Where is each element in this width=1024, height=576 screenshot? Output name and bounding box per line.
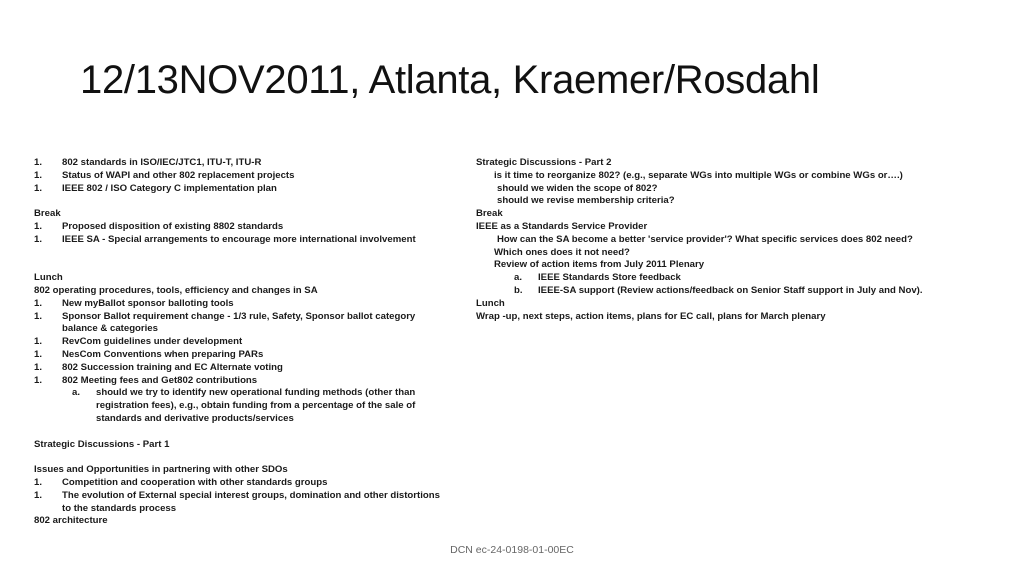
list-item: 1. 802 Meeting fees and Get802 contributions — [34, 374, 258, 386]
list-item: 1. Competition and cooperation with other standards groups — [34, 476, 328, 488]
sub-list-item: a. should we try to identify new operational funding methods (other than registration fees), e.g., obtain funding from a percentage of the sale of standards and derivative products/services — [72, 387, 416, 424]
break-label: Break — [34, 208, 61, 220]
section-heading: Wrap -up, next steps, action items, plans for EC call, plans for March plenary — [476, 310, 826, 322]
list-item: 1. IEEE SA - Special arrangements to encourage more international involvement — [34, 233, 416, 245]
list-item: 1. 802 standards in ISO/IEC/JTC1, ITU-T, ITU-R — [34, 157, 262, 168]
section-heading: Review of action items from July 2011 Plenary — [494, 259, 705, 271]
list-item: 1. NesCom Conventions when preparing PARs — [34, 348, 264, 360]
list-item: 1. Proposed disposition of existing 8802 standards — [34, 220, 284, 232]
list-item: 1. The evolution of External special interest groups, domination and other distortions to the standards process — [34, 489, 440, 514]
discussion-question: should we widen the scope of 802? — [497, 182, 658, 194]
right-column — [476, 157, 936, 323]
section-heading: Strategic Discussions - Part 2 — [476, 157, 612, 168]
slide-title: 12/13NOV2011, Atlanta, Kraemer/Rosdahl — [80, 58, 820, 102]
section-heading: Strategic Discussions - Part 1 — [34, 438, 170, 450]
break-label: Break — [476, 208, 503, 220]
sub-list-item: a. IEEE Standards Store feedback — [514, 272, 681, 284]
footer-dcn: DCN ec-24-0198-01-00EC — [450, 544, 574, 556]
section-heading: IEEE as a Standards Service Provider — [476, 220, 648, 232]
list-item: 1. Sponsor Ballot requirement change - 1/3 rule, Safety, Sponsor ballot category balance & categories — [34, 310, 416, 335]
section-heading: Issues and Opportunities in partnering with other SDOs — [34, 464, 288, 476]
left-column — [34, 157, 444, 528]
discussion-question: should we revise membership criteria? — [497, 195, 675, 207]
list-item: 1. Status of WAPI and other 802 replacement projects — [34, 169, 295, 181]
discussion-question: How can the SA become a better 'service provider'? What specific services does 802 need? Which ones does it not need? — [494, 233, 913, 258]
section-heading: 802 architecture — [34, 515, 108, 527]
list-item: 1. RevCom guidelines under development — [34, 336, 243, 348]
sub-list-item: b. IEEE-SA support (Review actions/feedback on Senior Staff support in July and Nov). — [514, 284, 923, 296]
list-item: 1. IEEE 802 / ISO Category C implementation plan — [34, 182, 277, 194]
lunch-label: Lunch — [476, 297, 505, 309]
discussion-question: is it time to reorganize 802? (e.g., separate WGs into multiple WGs or combine WGs or….) — [494, 169, 903, 181]
list-item: 1. New myBallot sponsor balloting tools — [34, 297, 234, 309]
section-heading: 802 operating procedures, tools, efficiency and changes in SA — [34, 284, 318, 296]
list-item: 1. 802 Succession training and EC Alternate voting — [34, 361, 283, 373]
lunch-label: Lunch — [34, 272, 63, 284]
